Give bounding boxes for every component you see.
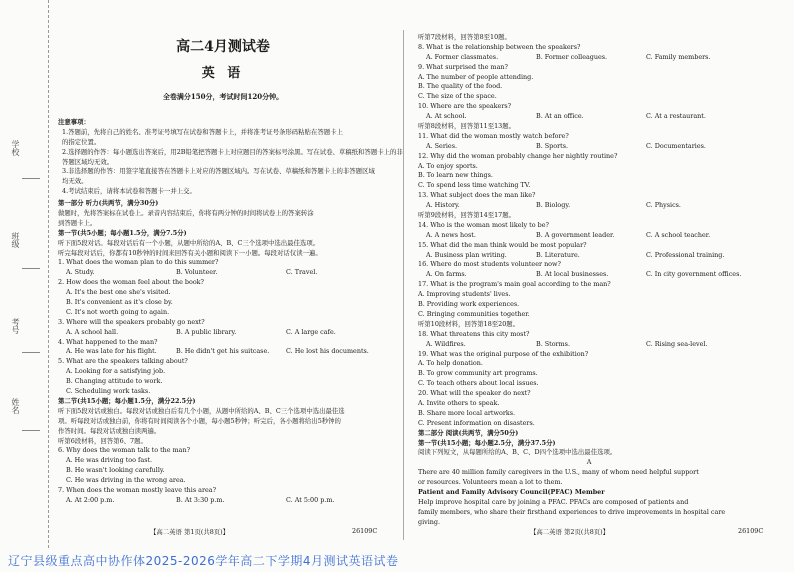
text-line: 14. Who is the woman most likely to be? bbox=[418, 220, 549, 229]
section-heading: Patient and Family Advisory Council(PFAC) Member bbox=[418, 487, 605, 496]
option: B. At 3:30 p.m. bbox=[176, 495, 225, 504]
exam-title: 高二4月测试卷 bbox=[176, 39, 270, 55]
option: B. Sports. bbox=[536, 141, 569, 150]
notice-item: 4.考试结束后，请将本试卷和答题卡一并上交。 bbox=[62, 187, 196, 196]
text-line: There are 40 million family caregivers in the U.S., many of whom need helpful support bbox=[418, 468, 699, 477]
option: A. Business plan writing. bbox=[426, 250, 507, 259]
text-line: B. The quality of the food. bbox=[418, 82, 503, 91]
footer-code-left: 26109C bbox=[352, 527, 378, 535]
exam-subject: 英 语 bbox=[201, 66, 245, 81]
option: C. Documentaries. bbox=[646, 141, 706, 150]
option: B. It's convenient as it's close by. bbox=[66, 298, 173, 307]
text-line: family members, who share their firsthand experiences to drive improvements in hospital care bbox=[418, 507, 726, 516]
binding-margin bbox=[0, 0, 49, 548]
option: C. Scheduling work tasks. bbox=[66, 387, 151, 396]
left-questions bbox=[58, 258, 388, 396]
part1-intro-line: 做题时，先将答案标在试卷上。录音内容结束后，你将有两分钟的时间将试卷上的答案转涂 bbox=[58, 209, 314, 218]
question-7-options bbox=[58, 496, 388, 506]
text-line: C. To spend less time watching TV. bbox=[418, 181, 531, 190]
text-line: C. Bringing communities together. bbox=[418, 309, 530, 318]
question: 5. What are the speakers talking about? bbox=[58, 357, 188, 366]
text-line: A. To help donation. bbox=[418, 359, 483, 368]
text-line: 17. What is the program's main goal according to the man? bbox=[418, 280, 611, 289]
option: C. It's not worth going to again. bbox=[66, 307, 170, 316]
text-line: 15. What did the man think would be most popular? bbox=[418, 240, 587, 249]
text-line: B. To learn new things. bbox=[418, 171, 493, 180]
option: A. On farms. bbox=[426, 270, 467, 279]
option: A. A school hall. bbox=[66, 327, 119, 336]
notice-item: 均无效。 bbox=[62, 177, 88, 186]
text-line: 11. What did the woman mostly watch before? bbox=[418, 131, 569, 140]
option: A. Wildfires. bbox=[426, 339, 466, 348]
question-options bbox=[58, 268, 388, 278]
footer-code-right: 26109C bbox=[738, 527, 764, 535]
option: A. Looking for a satisfying job. bbox=[66, 367, 166, 376]
binding-label-id: 考号 bbox=[11, 318, 20, 334]
text-line: 19. What was the original purpose of the exhibition? bbox=[418, 349, 589, 358]
question: 3. Where will the speakers probably go next? bbox=[58, 317, 205, 326]
option: C. Professional training. bbox=[646, 250, 725, 259]
option: B. A government leader. bbox=[536, 230, 615, 239]
notice-item: 1.答题前，先将自己的姓名、准考证号填写在试卷和答题卡上，并将准考证号条形码粘贴在答题卡上 bbox=[62, 127, 343, 136]
section1-intro-line: 听下面5段对话。每段对话后有一个小题，从题中所给的A、B、C三个选项中选出最佳选项。 bbox=[58, 238, 320, 247]
column-divider bbox=[403, 30, 404, 540]
text-line: 9. What surprised the man? bbox=[418, 62, 508, 71]
option: C. He was driving in the wrong area. bbox=[66, 476, 186, 485]
option: C. Rising sea-level. bbox=[646, 339, 708, 348]
section1-heading: 第一节(共5小题；每小题1.5分，满分7.5分) bbox=[58, 228, 187, 237]
section2-intro-line: 作答时间。每段对话或独白读两遍。 bbox=[58, 426, 161, 435]
notice-heading: 注意事项： bbox=[58, 118, 90, 126]
text-line: giving. bbox=[418, 517, 441, 526]
footer-page-right: 【高二英语 第2页(共8页)】 bbox=[530, 528, 610, 536]
text-line: B. Share more local artworks. bbox=[418, 408, 516, 417]
option: A. Series. bbox=[426, 141, 458, 150]
text-line: 20. What will the speaker do next? bbox=[418, 389, 531, 398]
text-line: B. Providing work experiences. bbox=[418, 300, 520, 309]
option: B. Former colleagues. bbox=[536, 52, 608, 61]
text-line: 18. What threatens this city most? bbox=[418, 329, 530, 338]
footer-page-left: 【高二英语 第1页(共8页)】 bbox=[150, 528, 230, 536]
option: C. He lost his documents. bbox=[286, 347, 369, 356]
option: C. Family members. bbox=[646, 52, 711, 61]
binding-line bbox=[22, 430, 40, 431]
notice-list bbox=[58, 127, 403, 197]
option: C. A school teacher. bbox=[646, 230, 711, 239]
part1-heading: 第一部分 听力(共两节，满分30分) bbox=[58, 199, 159, 208]
section1-intro-line: 听完每段对话后，你都有10秒钟的时间来回答有关小题和阅读下一小题。每段对话仅读一遍。 bbox=[58, 248, 322, 257]
text-line: B. To grow community art programs. bbox=[418, 369, 538, 378]
section-heading: 第二部分 阅读(共两节，满分50分) bbox=[418, 428, 519, 437]
text-line: 12. Why did the woman probably change her nightly routine? bbox=[418, 151, 618, 160]
option: A. He was driving too fast. bbox=[66, 456, 153, 465]
option: B. A public library. bbox=[176, 327, 237, 336]
option: B. He didn't get his suitcase. bbox=[176, 347, 270, 356]
binding-line bbox=[22, 178, 40, 179]
option: A. At school. bbox=[426, 112, 467, 121]
option: B. Volunteer. bbox=[176, 268, 218, 277]
text-line: 10. Where are the speakers? bbox=[418, 102, 512, 111]
text-line: A. Invite others to speak. bbox=[418, 398, 500, 407]
option: A. At 2:00 p.m. bbox=[66, 495, 115, 504]
text-line: 听第7段材料，回答第8至10题。 bbox=[418, 33, 511, 41]
question-options bbox=[418, 231, 760, 241]
right-column bbox=[418, 33, 760, 528]
binding-line bbox=[22, 268, 40, 269]
binding-line bbox=[22, 352, 40, 353]
binding-label-name: 姓名 bbox=[11, 398, 20, 414]
binding-label-class: 班级 bbox=[11, 232, 20, 248]
notice-item: 答题区域均无效。 bbox=[62, 157, 114, 166]
text-line: A bbox=[586, 458, 592, 467]
text-line: C. The size of the space. bbox=[418, 92, 497, 101]
option: B. He wasn't looking carefully. bbox=[66, 466, 165, 475]
text-line: A. To enjoy sports. bbox=[418, 161, 478, 170]
option: B. Biology. bbox=[536, 201, 571, 210]
text-line: or resources. Volunteers mean a lot to them. bbox=[418, 478, 563, 487]
option: A. Study. bbox=[66, 268, 95, 277]
option: C. In city government offices. bbox=[646, 270, 742, 279]
question-options bbox=[418, 53, 760, 63]
option: A. It's the best one she's visited. bbox=[66, 288, 171, 297]
option: B. At local businesses. bbox=[536, 270, 609, 279]
binding-label-school: 学校 bbox=[11, 140, 20, 156]
text-line: 阅读下列短文，从每题所给的A、B、C、D四个选项中选出最佳选项。 bbox=[418, 448, 617, 457]
text-line: C. Present information on disasters. bbox=[418, 418, 535, 427]
section-heading: 第一节(共15小题；每小题2.5分，满分37.5分) bbox=[418, 438, 556, 447]
question-7: 7. When does the woman mostly leave this area? bbox=[58, 485, 217, 494]
part1-intro-line: 到答题卡上。 bbox=[58, 218, 97, 227]
option: C. At 5:00 p.m. bbox=[286, 495, 335, 504]
text-line: A. Improving students' lives. bbox=[418, 290, 511, 299]
question-options bbox=[418, 142, 760, 152]
option: A. He was late for his flight. bbox=[66, 347, 157, 356]
option: A. Former classmates. bbox=[426, 52, 499, 61]
option: B. Literature. bbox=[536, 250, 580, 259]
text-line: A. The number of people attending. bbox=[418, 72, 534, 81]
option: B. Storms. bbox=[536, 339, 570, 348]
question-options bbox=[418, 112, 760, 122]
question: 2. How does the woman feel about the book? bbox=[58, 278, 204, 287]
notice-item: 2.选择题的作答：每小题选出答案后，用2B铅笔把答题卡上对应题目的答案标号涂黑。写在试卷、草稿纸和答题卡上的非 bbox=[62, 147, 403, 156]
option: A. History. bbox=[426, 201, 460, 210]
option: A. A news host. bbox=[426, 230, 476, 239]
option: C. At a restaurant. bbox=[646, 112, 706, 121]
section2-intro-line: 听下面5段对话或独白。每段对话或独白后有几个小题，从题中所给的A、B、C三个选项中选出最佳选 bbox=[58, 406, 345, 415]
text-line: 8. What is the relationship between the speakers? bbox=[418, 42, 581, 51]
question-options bbox=[58, 328, 388, 338]
question: 4. What happened to the man? bbox=[58, 337, 158, 346]
text-line: 听第8段材料，回答第11至13题。 bbox=[418, 122, 516, 131]
text-line: Help improve hospital care by joining a PFAC. PFACs are composed of patients and bbox=[418, 497, 689, 506]
question-options bbox=[418, 251, 760, 261]
text-line: 16. Where do most students volunteer now? bbox=[418, 260, 561, 269]
left-column bbox=[58, 118, 403, 506]
notice-item: 的指定位置。 bbox=[62, 137, 101, 146]
text-line: 听第10段材料，回答第18至20题。 bbox=[418, 319, 520, 328]
text-line: 听第9段材料，回答第14至17题。 bbox=[418, 211, 516, 220]
question-options bbox=[58, 347, 388, 357]
question-options bbox=[418, 270, 760, 280]
text-line: C. To teach others about local issues. bbox=[418, 379, 539, 388]
question-options bbox=[418, 201, 760, 211]
section2-intro-line: 项。听每段对话或独白前，你将有时间阅读各个小题，每小题5秒钟；听完后，各小题将给出5秒钟的 bbox=[58, 416, 341, 425]
option: B. Changing attitude to work. bbox=[66, 377, 163, 386]
section2-heading: 第二节(共15小题；每小题1.5分，满分22.5分) bbox=[58, 396, 196, 405]
question-options bbox=[418, 340, 760, 350]
option: B. At an office. bbox=[536, 112, 584, 121]
material-label: 听第6段材料，回答第6、7题。 bbox=[58, 436, 147, 445]
question: 1. What does the woman plan to do this summer? bbox=[58, 258, 219, 267]
text-line: 13. What subject does the man like? bbox=[418, 191, 536, 200]
notice-item: 3.非选择题的作答：用签字笔直接答在答题卡上对应的答题区域内。写在试卷、草稿纸和答题卡上的非答题区域 bbox=[62, 167, 375, 176]
question-6: 6. Why does the woman talk to the man? bbox=[58, 446, 191, 455]
watermark-caption: 辽宁县级重点高中协作体2025-2026学年高二下学期4月测试英语试卷 bbox=[8, 554, 399, 568]
option: C. A large cafe. bbox=[286, 327, 336, 336]
option: C. Physics. bbox=[646, 201, 681, 210]
option: C. Travel. bbox=[286, 268, 318, 277]
exam-info: 全卷满分150分，考试时间120分钟。 bbox=[162, 92, 284, 101]
